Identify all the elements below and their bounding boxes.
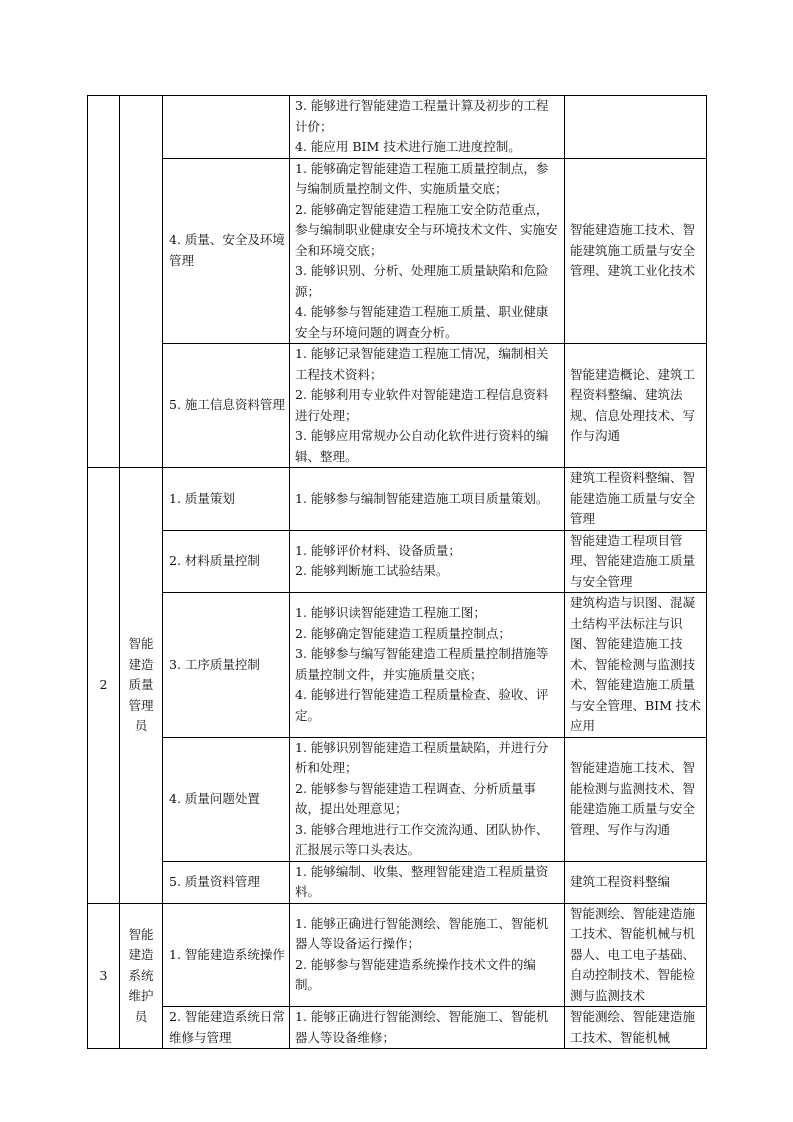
requirements-cell <box>290 158 565 344</box>
requirement-item: 1. 能够编制、收集、整理智能建造工程质量资料。 <box>295 863 549 899</box>
row-number-cell <box>88 96 120 468</box>
job-position-cell: 智能建造系统维护员 <box>120 903 163 1049</box>
courses-cell: 建筑工程资料整编 <box>565 861 707 903</box>
requirement-item: 3. 能够识别、分析、处理施工质量缺陷和危险源； <box>295 263 549 299</box>
table-row <box>88 530 707 593</box>
task-cell: 4. 质量问题处置 <box>163 737 290 861</box>
task-cell: 2. 智能建造系统日常维修与管理 <box>163 1007 290 1049</box>
table-row <box>88 344 707 468</box>
requirement-item: 2. 能够参与智能建造系统操作技术文件的编制。 <box>295 956 536 993</box>
task-cell <box>163 96 290 159</box>
table-row <box>88 468 707 531</box>
requirement-item: 2. 能够确定智能建造工程质量控制点； <box>295 625 511 641</box>
requirements-cell <box>290 737 565 861</box>
requirement-item: 1. 能够正确进行智能测绘、智能施工、智能机器人等设备维修； <box>295 1009 549 1045</box>
requirement-item: 1. 能够正确进行智能测绘、智能施工、智能机器人等设备运行操作； <box>295 915 549 952</box>
requirement-item: 1. 能够确定智能建造工程施工质量控制点，参与编制质量控制文件、实施质量交底； <box>295 160 549 196</box>
requirements-cell <box>290 344 565 468</box>
table-row <box>88 861 707 903</box>
requirement-item: 3. 能够参与编写智能建造工程质量控制措施等质量控制文件，并实施质量交底； <box>295 646 549 682</box>
courses-cell: 智能建造施工技术、智能建筑施工质量与安全管理、建筑工业化技术 <box>565 158 707 344</box>
requirement-item: 4. 能够进行智能建造工程质量检查、验收、评定。 <box>295 687 549 723</box>
requirement-item: 1. 能够识读智能建造工程施工图； <box>295 605 486 621</box>
requirement-item: 1. 能够记录智能建造工程施工情况，编制相关工程技术资料； <box>295 346 549 382</box>
table-row <box>88 737 707 861</box>
requirements-cell <box>290 530 565 593</box>
table-row <box>88 593 707 738</box>
task-cell: 4. 质量、安全及环境管理 <box>163 158 290 344</box>
task-cell: 5. 施工信息资料管理 <box>163 344 290 468</box>
courses-cell: 智能建造概论、建筑工程资料整编、建筑法规、信息处理技术、写作与沟通 <box>565 344 707 468</box>
courses-cell: 智能建造施工技术、智能检测与监测技术、智能建造施工质量与安全管理、写作与沟通 <box>565 737 707 861</box>
courses-cell: 智能建造工程项目管理、智能建造施工质量与安全管理 <box>565 530 707 593</box>
requirements-cell <box>290 903 565 1007</box>
job-position-cell: 智能建造质量管理员 <box>120 468 163 904</box>
requirement-item: 1. 能够评价材料、设备质量； <box>295 542 461 558</box>
courses-cell <box>565 96 707 159</box>
requirement-item: 2. 能够判断施工试验结果。 <box>295 563 449 579</box>
requirement-item: 3. 能够合理地进行工作交流沟通、团队协作、汇报展示等口头表达。 <box>295 821 549 857</box>
table-row <box>88 96 707 159</box>
job-position-cell <box>120 96 163 468</box>
requirements-cell <box>290 96 565 159</box>
row-number-cell: 3 <box>88 903 120 1049</box>
courses-cell: 建筑工程资料整编、智能建造施工质量与安全管理 <box>565 468 707 531</box>
requirement-item: 3. 能够进行智能建造工程量计算及初步的工程计价； <box>295 98 549 134</box>
requirement-item: 4. 能应用 BIM 技术进行施工进度控制。 <box>295 139 521 154</box>
table-row <box>88 1007 707 1049</box>
courses-cell: 智能测绘、智能建造施工技术、智能机械与机器人、电工电子基础、自动控制技术、智能检测与监测技术 <box>565 903 707 1007</box>
task-cell: 2. 材料质量控制 <box>163 530 290 593</box>
requirement-item: 3. 能够应用常规办公自动化软件进行资料的编辑、整理。 <box>295 428 549 464</box>
table-row <box>88 158 707 344</box>
requirements-cell <box>290 1007 565 1049</box>
requirements-cell <box>290 861 565 903</box>
table-row <box>88 903 707 1007</box>
task-cell: 1. 智能建造系统操作 <box>163 903 290 1007</box>
requirement-item: 4. 能够参与智能建造工程施工质量、职业健康安全与环境问题的调查分析。 <box>295 304 549 340</box>
requirement-item: 2. 能够利用专业软件对智能建造工程信息资料进行处理； <box>295 387 549 423</box>
task-cell: 3. 工序质量控制 <box>163 593 290 738</box>
task-cell: 1. 质量策划 <box>163 468 290 531</box>
training-requirements-table <box>87 95 707 1049</box>
row-number-cell: 2 <box>88 468 120 904</box>
requirements-cell <box>290 593 565 738</box>
requirement-item: 2. 能够参与智能建造工程调查、分析质量事故，提出处理意见； <box>295 780 536 816</box>
requirements-cell <box>290 468 565 531</box>
courses-cell: 建筑构造与识图、混凝土结构平法标注与识图、智能建造施工技术、智能检测与监测技术、智能建造施工质量与安全管理、BIM 技术应用 <box>565 593 707 738</box>
requirement-item: 1. 能够识别智能建造工程质量缺陷，并进行分析和处理； <box>295 739 549 775</box>
requirement-item: 1. 能够参与编制智能建造施工项目质量策划。 <box>295 490 549 506</box>
requirement-item: 2. 能够确定智能建造工程施工安全防范重点，参与编制职业健康安全与环境技术文件、实施安全和环境交底； <box>295 201 558 258</box>
courses-cell: 智能测绘、智能建造施工技术、智能机械 <box>565 1007 707 1049</box>
task-cell: 5. 质量资料管理 <box>163 861 290 903</box>
